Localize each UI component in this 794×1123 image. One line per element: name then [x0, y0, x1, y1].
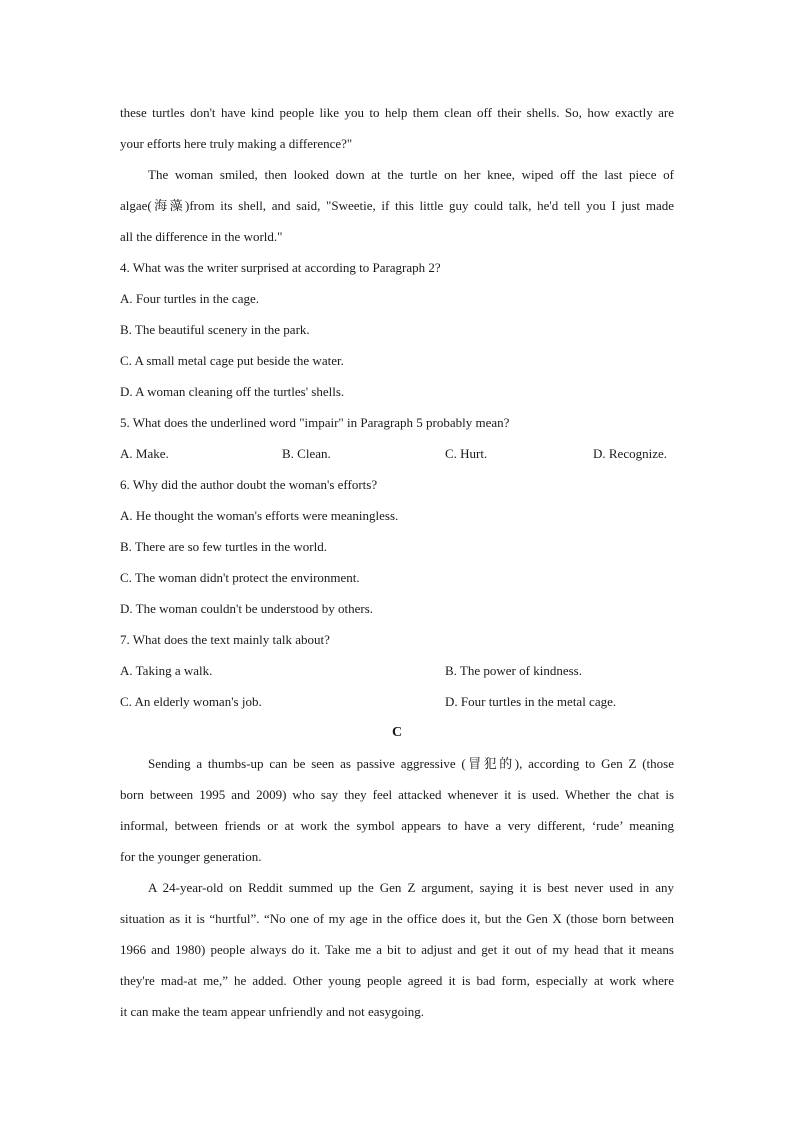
text-line: algae(海藻)from its shell, and said, "Sweetie, if this little guy could talk, he'd tell you I just made	[120, 198, 674, 213]
text-line: A 24-year-old on Reddit summed up the Gen Z argument, saying it is best never used in any	[148, 880, 674, 895]
passage-c-paragraph	[120, 748, 674, 872]
option: A. Taking a walk.	[120, 663, 213, 678]
text-line: Sending a thumbs-up can be seen as passive aggressive (冒犯的), according to Gen Z (those	[148, 756, 674, 771]
question-4	[120, 252, 674, 407]
exam-page	[120, 97, 674, 1027]
question-5	[120, 407, 674, 469]
text-line: it can make the team appear unfriendly and not easygoing.	[120, 1004, 424, 1019]
question-stem: 7. What does the text mainly talk about?	[120, 632, 330, 647]
text-line: all the difference in the world."	[120, 229, 283, 244]
question-stem: 4. What was the writer surprised at according to Paragraph 2?	[120, 260, 441, 275]
option: C. The woman didn't protect the environment.	[120, 570, 360, 585]
option: D. Recognize.	[593, 446, 668, 461]
text-line: 1966 and 1980) people always do it. Take me a bit to adjust and get it out of my head that it means	[120, 942, 674, 957]
option: B. The beautiful scenery in the park.	[120, 322, 310, 337]
options-row	[120, 655, 674, 686]
option: C. Hurt.	[445, 446, 488, 461]
option: D. Four turtles in the metal cage.	[445, 694, 617, 709]
text-line: born between 1995 and 2009) who say they feel attacked whenever it is used. Whether the chat is	[120, 787, 674, 802]
question-6	[120, 469, 674, 624]
text-line: they're mad-at me,” he added. Other young people agreed it is bad form, especially at work where	[120, 973, 674, 988]
question-stem: 6. Why did the author doubt the woman's efforts?	[120, 477, 378, 492]
option: C. An elderly woman's job.	[120, 694, 262, 709]
section-title: C	[391, 725, 403, 740]
option: D. The woman couldn't be understood by others.	[120, 601, 374, 616]
option: C. A small metal cage put beside the water.	[120, 353, 344, 368]
option: A. He thought the woman's efforts were meaningless.	[120, 508, 399, 523]
options-row	[120, 686, 674, 717]
question-7	[120, 624, 674, 717]
text-line: these turtles don't have kind people like you to help them clean off their shells. So, how exactly are	[120, 105, 674, 120]
text-line: for the younger generation.	[120, 849, 262, 864]
text-line: The woman smiled, then looked down at the turtle on her knee, wiped off the last piece of	[148, 167, 674, 182]
option: B. The power of kindness.	[445, 663, 582, 678]
option: A. Four turtles in the cage.	[120, 291, 259, 306]
option: D. A woman cleaning off the turtles' shells.	[120, 384, 345, 399]
option: B. Clean.	[282, 446, 331, 461]
question-stem: 5. What does the underlined word "impair" in Paragraph 5 probably mean?	[120, 415, 510, 430]
passage-c-paragraph	[120, 872, 674, 1027]
text-line: situation as it is “hurtful”. “No one of my age in the office does it, but the Gen X (those born between	[120, 911, 674, 926]
option: B. There are so few turtles in the world.	[120, 539, 327, 554]
options-row	[120, 438, 674, 469]
passage-b-paragraph	[120, 97, 674, 159]
passage-b-paragraph	[120, 159, 674, 252]
text-line: informal, between friends or at work the symbol appears to have a very different, ‘rude’ meaning	[120, 818, 674, 833]
option: A. Make.	[120, 446, 169, 461]
text-line: your efforts here truly making a difference?"	[120, 136, 353, 151]
